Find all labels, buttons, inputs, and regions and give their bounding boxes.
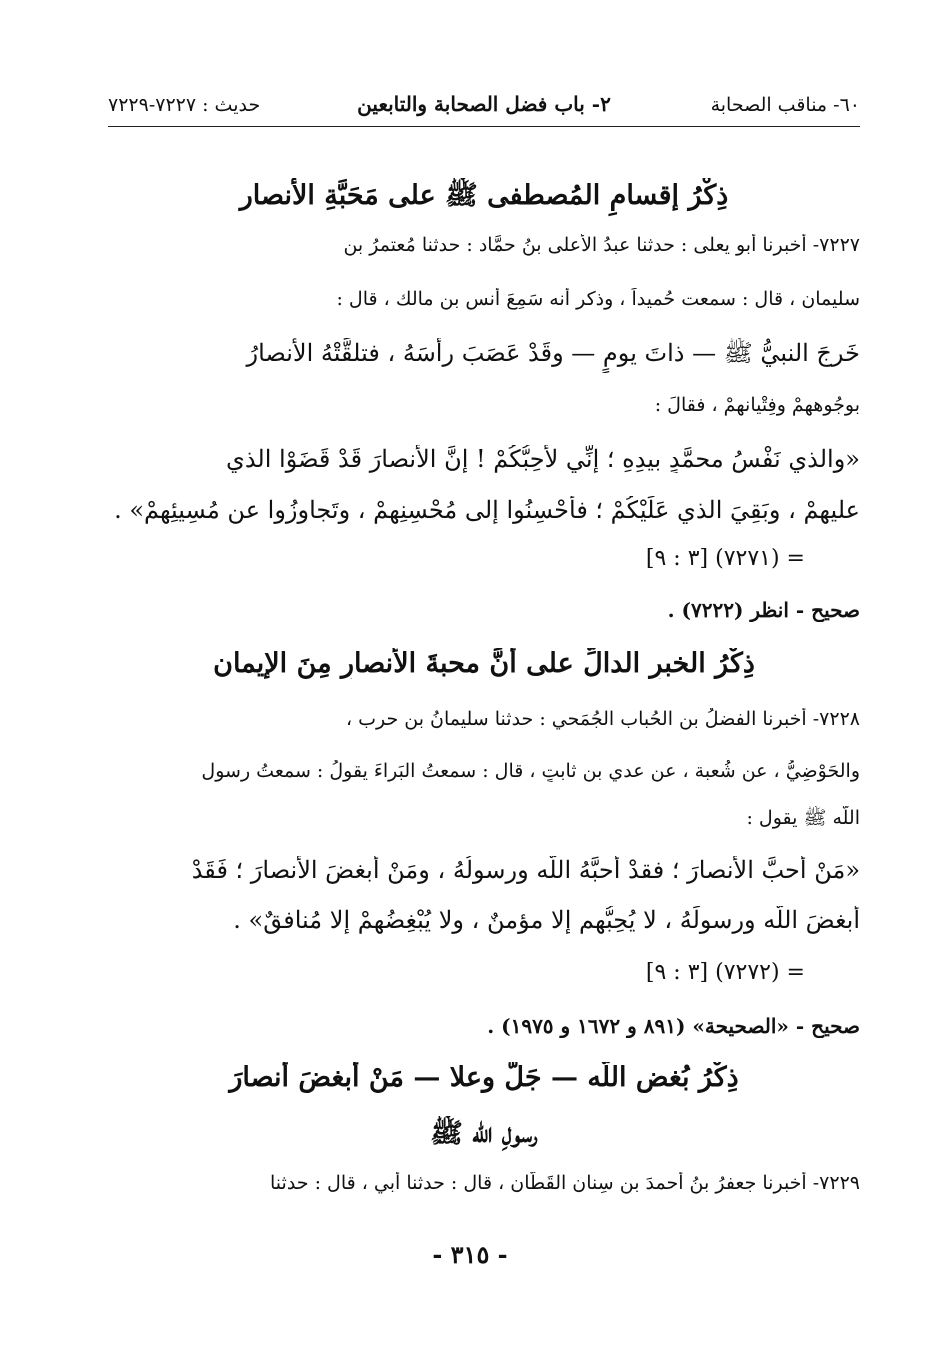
hadith-text-line: «والذي نَفْسُ محمَّدٍ بيدِهِ ؛ إنِّي لأُحِبُّكُمْ ! إنَّ الأنصارَ قَدْ قَضَوْا الذي — [226, 445, 860, 473]
hadith-text-line: عليهِمْ ، وبَقِيَ الذي عَلَيْكُمْ ؛ فأَحْسِنُوا إلى مُحْسِنِهِمْ ، وتَجاوزُوا عن مُسِيئِهِمْ» . — [114, 496, 860, 524]
hadith-grade: صحيح - انظر (٧٢٢٢) . — [667, 598, 860, 622]
section-heading: ذِكْرُ بُغضِ اللّه — جَلَّ وعلا — مَنْ أبغضَ أنصارَ — [229, 1062, 739, 1093]
isnad-line: ٧٢٢٩- أخبرنا جعفرُ بنُ أحمدَ بن سِنان القَطَّان ، قال : حدثنا أبي ، قال : حدثنا — [270, 1172, 860, 1194]
section-heading: ذِكْرُ الخبرِ الدالِّ على أنَّ محبةَ الأنصارِ مِنَ الإيمان — [213, 648, 755, 679]
section-heading: ذِكْرُ إقسامِ المُصطفى ﷺ على مَحَبَّةِ الأنصار — [239, 180, 729, 211]
header-chapter: ٦٠- مناقب الصحابة — [710, 94, 860, 116]
hadith-text-line: بوجُوههِمْ وفِتْيانهِمْ ، فقالَ : — [654, 394, 860, 416]
page-header — [108, 92, 860, 127]
hadith-reference: = (٧٢٧١) [٣ : ٩] — [645, 546, 805, 571]
isnad-line: سليمان ، قال : سمعت حُميداً ، وذكر أنه سَمِعَ أنس بن مالك ، قال : — [336, 288, 860, 310]
header-hadith-range: حديث : ٧٢٢٧-٧٢٢٩ — [108, 94, 261, 116]
header-section: ٢- باب فضل الصحابة والتابعين — [357, 92, 611, 116]
hadith-reference: = (٧٢٧٢) [٣ : ٩] — [645, 960, 805, 985]
hadith-text-line: «مَنْ أحبَّ الأنصارَ ؛ فقدْ أحبَّهُ اللّه ورسولُهُ ، ومَنْ أبغضَ الأنصارَ ؛ فَقَدْ — [191, 856, 860, 884]
isnad-line: اللّه ﷺ يقول : — [746, 807, 860, 829]
hadith-text-line: خَرجَ النبيُّ ﷺ — ذاتَ يومٍ — وقَدْ عَصَبَ رأسَهُ ، فتلقَّتْهُ الأنصارُ — [246, 339, 860, 367]
hadith-text-line: أبغضَ اللّه ورسولَهُ ، لا يُحِبُّهم إلا مؤمنٌ ، ولا يُبْغِضُهمْ إلا مُنافقٌ» . — [233, 906, 860, 934]
hadith-grade: صحيح - «الصحيحة» (٨٩١ و ١٦٧٢ و ١٩٧٥) . — [487, 1014, 860, 1038]
page-number: - ٣١٥ - — [432, 1240, 508, 1269]
isnad-line: ٧٢٢٧- أخبرنا أبو يعلى : حدثنا عبدُ الأعلى بنُ حمَّاد : حدثنا مُعتمرُ بن — [343, 234, 860, 256]
section-heading-continued: رسولِ اللّه ﷺ — [430, 1118, 538, 1149]
isnad-line: ٧٢٢٨- أخبرنا الفضلُ بن الحُباب الجُمَحي : حدثنا سليمانُ بن حرب ، — [345, 708, 860, 730]
isnad-line: والحَوْضِيُّ ، عن شُعبة ، عن عدي بن ثابتٍ ، قال : سمعتُ البَراءَ يقولُ : سمعتُ رسول — [201, 760, 860, 782]
